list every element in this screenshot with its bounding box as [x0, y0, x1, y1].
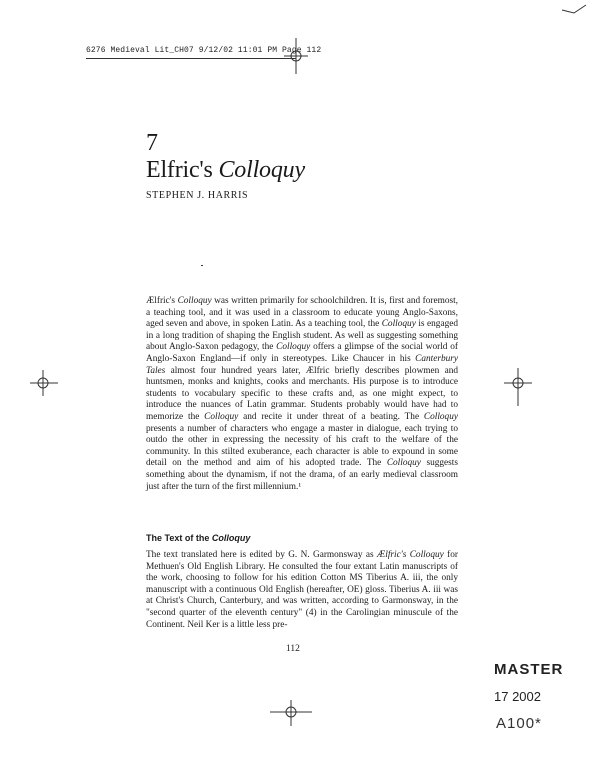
slug-rule [86, 58, 296, 59]
corner-check-mark [560, 2, 590, 21]
body-paragraph-2: The text translated here is edited by G. N. Garmonsway as Ælfric's Colloquy for Methuen's Old English Library. He consulted the four extant Latin manuscripts of the work, choosing to follow for his edition Cotton MS Tiberius A. iii, the only manuscript with a continuous Old English (hereafter, OE) gloss. Tiberius A. iii was at Christ's Church, Canterbury, and was written, according to Garmonsway, in the "second quarter of the eleventh century" (4) in the Carolingian minuscule of the Continent. Neil Ker is a little less pre- [146, 550, 459, 630]
chapter-title: Elfric's Colloquy [146, 157, 305, 183]
body-paragraph-1: Ælfric's Colloquy was written primarily for schoolchildren. It is, first and foremost, a teaching tool, and it was used in a classroom to educate young Anglo-Saxons, aged seven and above, in spoken Latin. As a teaching tool, the Colloquy is engaged in a long tradition of shaping the English student. As well as suggesting something about Anglo-Saxon pedagogy, the Colloquy offers a glimpse of the social world of Anglo-Saxon England—if only in stereotypes. Like Chaucer in his Canterbury Tales almost four hundred years later, Ælfric briefly describes plowmen and huntsmen, monks and knights, cooks and merchants. His purpose is to introduce students to vocabulary specific to these crafts and, as one might expect, to introduce the nuances of Latin grammar. Students probably would have had to memorize the Colloquy and recite it under threat of a beating. The Colloquy presents a number of characters who engage a master in dialogue, each trying to outdo the other in expressing the necessity of his craft to the welfare of the community. In this stilted exuberance, each character is able to expound in some detail on the method and aim of his adopted trade. The Colloquy suggests something about the dynamism, if not the drama, of an early medieval classroom just after the turn of the first millennium.¹ [146, 296, 458, 492]
stray-mark [201, 265, 203, 266]
registration-mark-right [504, 368, 534, 408]
stamp-master: MASTER [494, 661, 564, 678]
stamp-code: A100* [496, 715, 542, 732]
stamp-date: 17 2002 [494, 689, 541, 704]
section-heading: The Text of the Colloquy [146, 533, 251, 543]
page-number: 112 [286, 644, 300, 654]
chapter-author: STEPHEN J. HARRIS [146, 190, 249, 201]
printer-slug: 6276 Medieval Lit_CH07 9/12/02 11:01 PM Page 112 [86, 46, 322, 55]
registration-mark-bottom [266, 698, 316, 728]
registration-mark-left [30, 368, 60, 398]
chapter-number: 7 [146, 130, 158, 156]
registration-mark-top [281, 36, 311, 76]
